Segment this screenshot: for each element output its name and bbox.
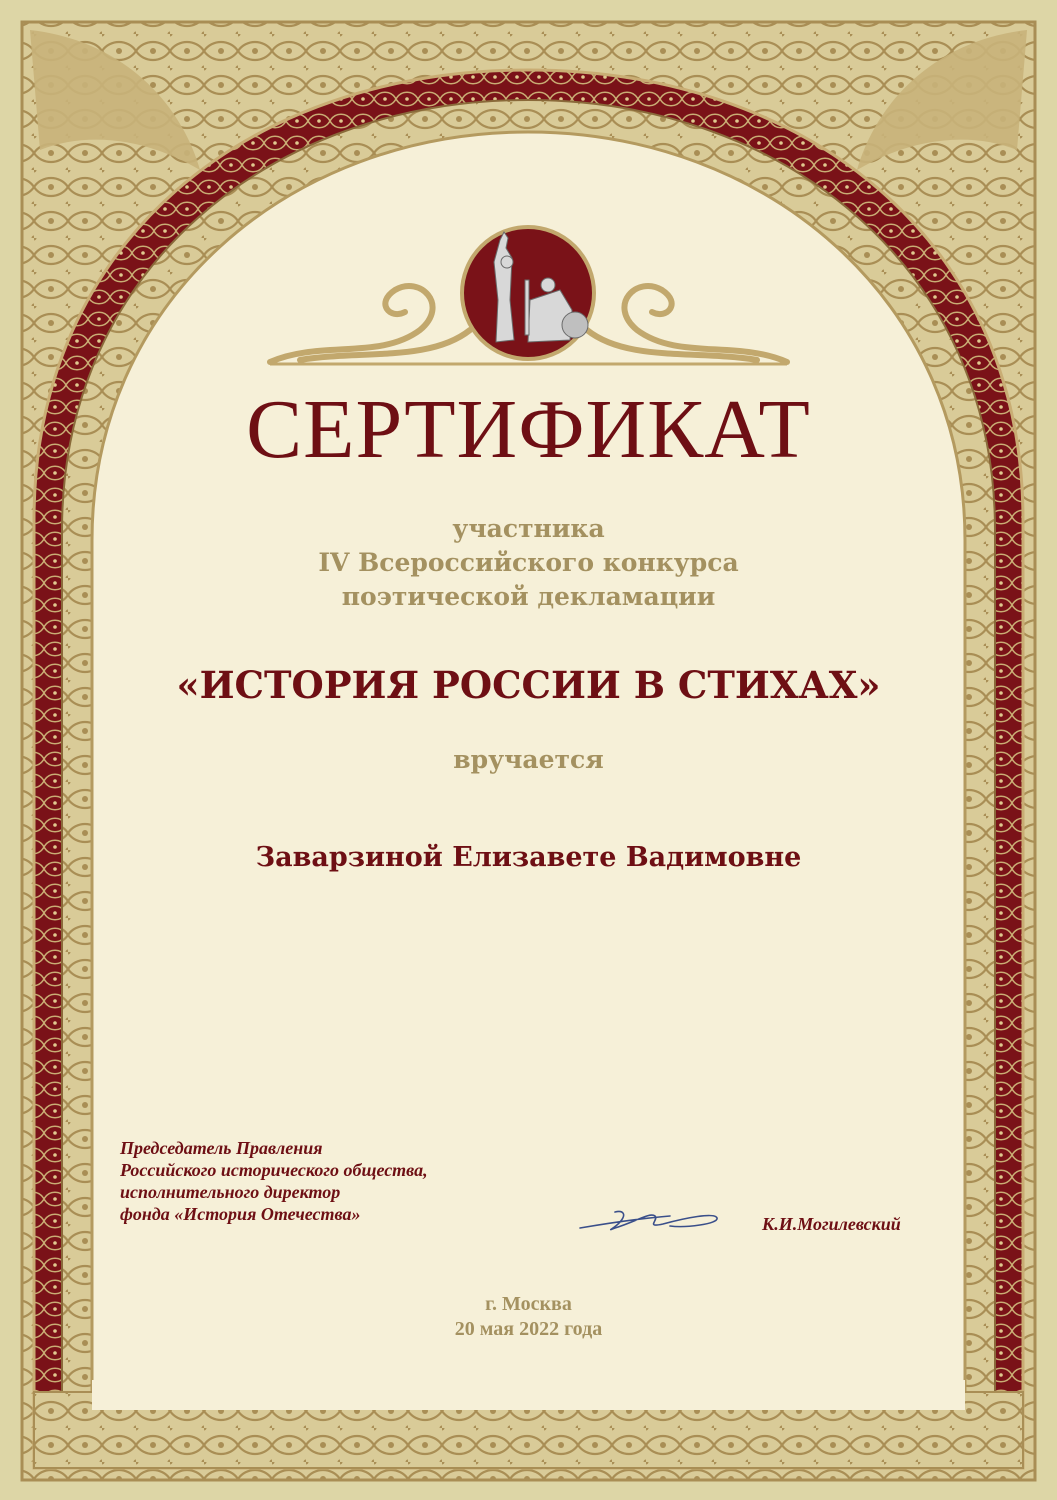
signature-icon bbox=[575, 1200, 725, 1240]
signer-title-line: фонда «История Отечества» bbox=[120, 1204, 361, 1224]
place-and-date bbox=[0, 1292, 1057, 1342]
contest-name: «ИСТОРИЯ РОССИИ В СТИХАХ» bbox=[176, 663, 881, 707]
certificate-subtitle bbox=[0, 512, 1057, 614]
recipient-name: Заварзиной Елизавете Вадимовне bbox=[255, 842, 802, 873]
signer-title bbox=[120, 1137, 428, 1225]
signer-title-line: Российского исторического общества, bbox=[120, 1160, 428, 1180]
signer-title-line: Председатель Правления bbox=[120, 1138, 323, 1158]
subtitle-line: участника bbox=[452, 514, 605, 543]
subtitle-line: IV Всероссийского конкурса bbox=[318, 548, 739, 577]
emblem-icon bbox=[462, 227, 594, 359]
signer-title-line: исполнительного директор bbox=[120, 1182, 341, 1202]
city: г. Москва bbox=[485, 1293, 572, 1315]
certificate-title: СЕРТИФИКАТ bbox=[246, 383, 811, 476]
date: 20 мая 2022 года bbox=[454, 1318, 603, 1340]
signer-name: К.И.Могилевский bbox=[762, 1214, 901, 1234]
awarded-text: вручается bbox=[453, 745, 604, 774]
subtitle-line: поэтической декламации bbox=[341, 582, 716, 611]
